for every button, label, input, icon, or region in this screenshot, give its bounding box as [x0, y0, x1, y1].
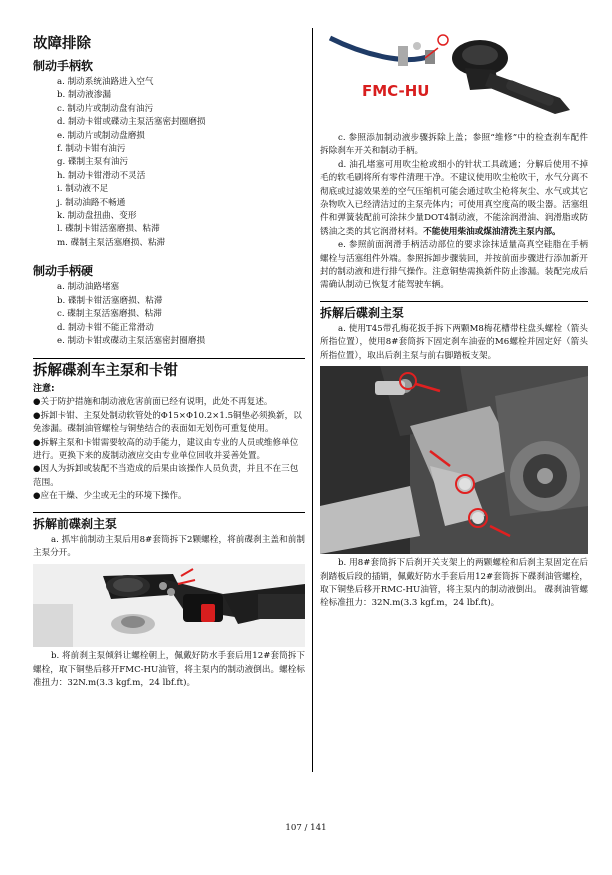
front-master-title: 拆解前碟刹主泵	[33, 516, 118, 531]
rear-master-cylinder-illustration	[320, 366, 588, 554]
hard-lever-list	[57, 281, 305, 348]
note-item: ●因人为拆卸或装配不当造成的后果由该操作人员负责，并且不在三包范围。	[33, 464, 299, 488]
hard-lever-title: 制动手柄硬	[33, 264, 94, 279]
note-title: 注意:	[33, 384, 55, 395]
soft-lever-title: 制动手柄软	[33, 59, 94, 73]
list-item: f. 制动卡钳有油污	[57, 144, 126, 155]
list-item: c. 碟制主泵活塞磨损、粘滞	[57, 309, 162, 320]
list-item: d. 制动卡钳不能正常滑动	[57, 322, 154, 333]
list-item: e. 制动片或制动盘磨损	[57, 130, 145, 141]
note-item: ●关于防护措施和制动液危害前面已经有说明，此处不再复述。	[33, 397, 273, 408]
fmc-hu-illustration	[320, 28, 588, 128]
rear-step-b: b. 用8#套筒拆下后刹开关支架上的两颗螺栓和后刹主泵固定在后刹踏板后段的插销，佩戴好防水手套后用12#套筒拆下碟刹油管螺栓，取下铜垫后移开RMC-HU油管，将主泵内的制动液倒出。 碟刹油管螺栓标准扭力：32N.m(3.3 kgf.m，24 lbf.ft)。	[320, 558, 588, 609]
troubleshooting-title: 故障排除	[33, 36, 91, 52]
note-item: ●应在干燥、少尘或无尘的环境下操作。	[33, 491, 187, 502]
front-step-e: e. 参照前面润滑手柄活动部位的要求涂抹适量高真空硅脂在手柄螺栓与活塞组件外端。参照拆卸步骤装回，并按前面步骤进行添加新开封的制动液和进行排气操作。注意铜垫需换新件防止渗漏。装配完成后需确认制动已恢复才能驾驶车辆。	[320, 240, 588, 291]
soft-lever-list	[57, 76, 305, 250]
list-item: m. 碟制主泵活塞磨损、粘滞	[57, 237, 166, 248]
fmc-hu-label: FMC-HU	[362, 82, 430, 100]
front-step-b: b. 将前刹主泵倾斜让螺栓朝上，佩戴好防水手套后用12#套筒拆下螺栓，取下铜垫后移开FMC-HU油管，将主泵内的制动液倒出。螺栓标准扭力：32N.m(3.3 kgf.m，24 lbf.ft)。	[33, 651, 305, 689]
list-item: l. 碟制卡钳活塞磨损、粘滞	[57, 224, 160, 235]
note-item: ●拆卸卡钳、主泵处制动软管处的Φ15×Φ10.2×1.5铜垫必须换新，以免渗漏。碟制油管螺栓与铜垫结合的表面如无划伤可重复使用。	[33, 410, 302, 435]
rear-master-cylinder-photo	[320, 366, 588, 554]
list-item: a. 制动系统油路进入空气	[57, 77, 154, 87]
section-divider	[320, 301, 588, 302]
list-item: c. 制动片或制动盘有油污	[57, 103, 154, 114]
column-divider	[312, 28, 313, 772]
front-master-cylinder-illustration	[33, 564, 305, 647]
list-item: a. 制动油路堵塞	[57, 282, 120, 293]
left-column	[33, 28, 305, 691]
page-number: 107 / 141	[285, 823, 327, 833]
list-item: e. 制动卡钳或碟动主泵活塞密封圈磨损	[57, 335, 206, 346]
front-step-c: c. 参照添加制动液步骤拆除上盖；参照“维修”中的检查刹车配件拆除刹车开关和制动手柄。	[320, 133, 588, 157]
list-item: g. 碟制主泵有油污	[57, 157, 129, 168]
section-title: 拆解碟刹车主泵和卡钳	[33, 363, 178, 380]
list-item: b. 制动液渗漏	[57, 90, 111, 101]
step-d-warning: 不能使用柴油或煤油清洗主泵内部。	[423, 226, 561, 237]
front-step-a: a. 抓牢前制动主泵后用8#套筒拆下2颗螺栓，将前碟刹主盖和前制主泵分开。	[33, 534, 305, 558]
right-column	[320, 28, 588, 611]
list-item: j. 制动油路不畅通	[57, 197, 126, 208]
fmc-hu-photo	[320, 28, 588, 128]
list-item: i. 制动液不足	[57, 184, 109, 195]
rear-master-title: 拆解后碟刹主泵	[320, 305, 405, 320]
list-item: d. 制动卡钳或碟动主泵活塞密封圈磨损	[57, 117, 206, 128]
note-item: ●拆解主泵和卡钳需要较高的动手能力，建议由专业的人员或维修单位进行。更换下来的废制动液应交由专业单位回收并妥善处置。	[33, 437, 299, 461]
step-d-text: d. 油孔堵塞可用吹尘枪或细小的针状工具疏通；分解后使用不掉毛的软毛刷将所有零件清理干净。不建议使用吹尘枪吹干，水气分离不彻底或过滤效果差的空气压缩机可能会通过吹尘枪将灰尘、水气或其它杂物吹入已经清洁过的主泵壳体内；可使用真空度高的吸尘器。活塞组件和弹簧装配前可涂抹少量DOT4制动液，不能涂润滑油、润滑脂或防锈油之类的其它润滑材料。	[320, 159, 588, 237]
list-item: b. 碟制卡钳活塞磨损、粘滞	[57, 295, 163, 306]
rear-step-a: a. 使用T45带孔梅花扳手拆下两颗M8梅花槽带柱盘头螺栓（箭头所指位置），使用8#套筒拆下固定刹车油壶的M6螺栓并固定好（箭头所指位置），取出后刹主泵与前右脚踏板支架。	[320, 323, 588, 361]
section-divider	[33, 512, 305, 513]
section-divider	[33, 358, 305, 359]
list-item: h. 制动卡钳滑动不灵活	[57, 170, 146, 181]
front-master-cylinder-photo	[33, 564, 305, 647]
front-step-d	[320, 159, 588, 239]
list-item: k. 制动盘扭曲、变形	[57, 211, 137, 222]
